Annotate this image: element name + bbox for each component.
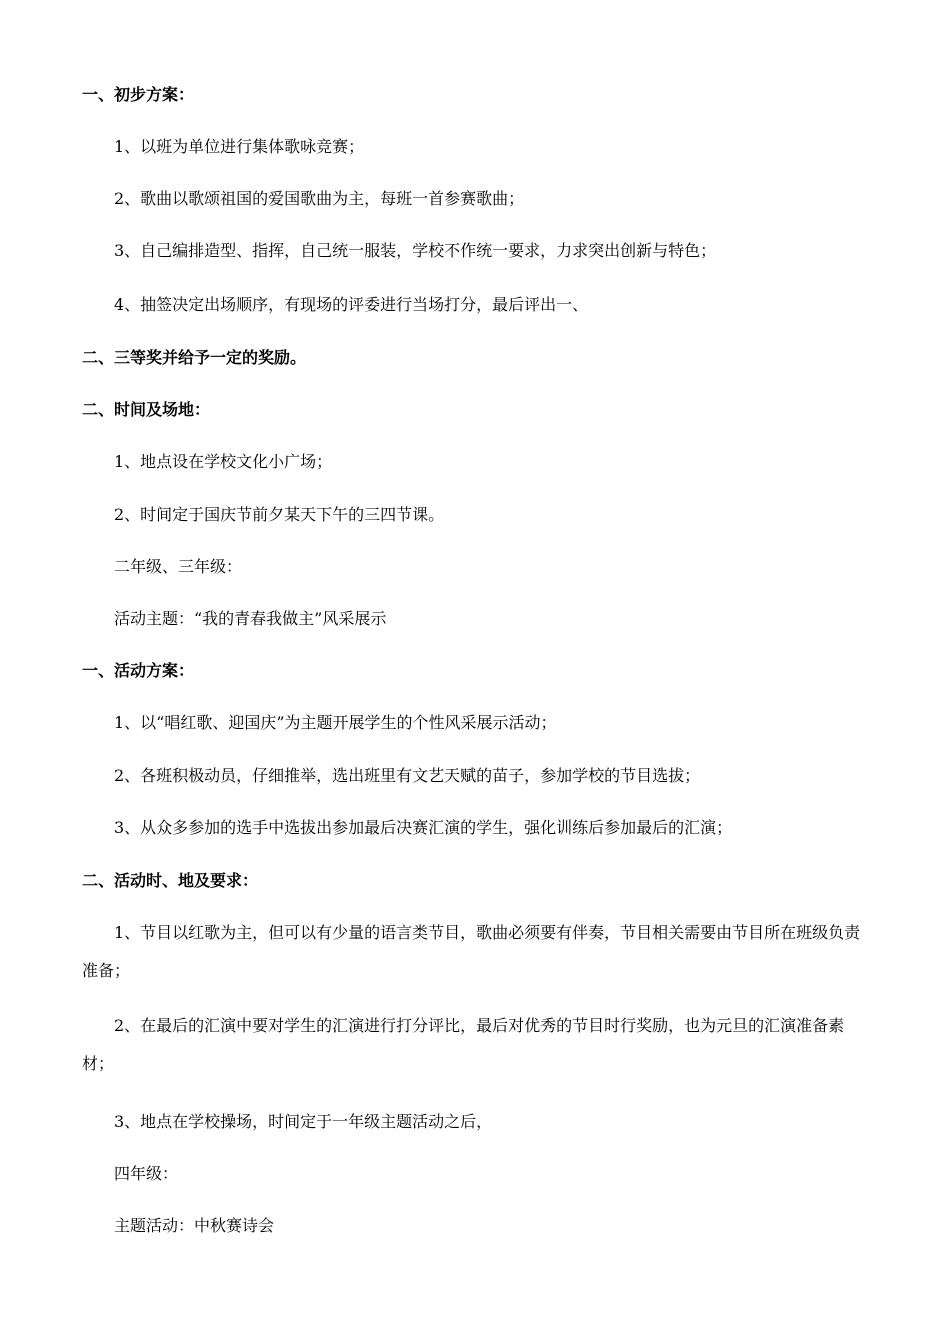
grade-label: 四年级：: [114, 1164, 179, 1183]
paragraph-item: 1、以“唱红歌、迎国庆”为主题开展学生的个性风采展示活动；: [114, 713, 557, 732]
paragraph-item: 3、地点在学校操场，时间定于一年级主题活动之后，: [114, 1112, 493, 1131]
section-heading-awards: 二、三等奖并给予一定的奖励。: [82, 348, 307, 367]
section-heading-initial-plan: 一、初步方案：: [82, 85, 195, 104]
activity-theme: 主题活动：中秋赛诗会: [114, 1216, 275, 1235]
paragraph-item: 1、以班为单位进行集体歌咏竞赛；: [114, 137, 365, 156]
paragraph-item: 1、地点设在学校文化小广场；: [114, 452, 333, 471]
paragraph-item-wrapped: 1、节目以红歌为主，但可以有少量的语言类节目，歌曲必须要有伴奏，节目相关需要由节目所在班级负责准备；: [82, 923, 861, 980]
section-heading-requirements: 二、活动时、地及要求：: [82, 871, 259, 890]
paragraph-item: 3、从众多参加的选手中选拔出参加最后决赛汇演的学生，强化训练后参加最后的汇演；: [114, 818, 733, 837]
paragraph-item-wrapped: 2、在最后的汇演中要对学生的汇演进行打分评比，最后对优秀的节目时行奖励，也为元旦的汇演准备素材；: [82, 1016, 845, 1073]
grade-label: 二年级、三年级：: [114, 557, 243, 576]
paragraph-item: 2、歌曲以歌颂祖国的爱国歌曲为主，每班一首参赛歌曲；: [114, 189, 525, 208]
paragraph-item: 2、时间定于国庆节前夕某天下午的三四节课。: [114, 505, 445, 524]
paragraph-item: 2、各班积极动员，仔细推举，选出班里有文艺天赋的苗子，参加学校的节目选拔；: [114, 766, 701, 785]
section-heading-time-place: 二、时间及场地：: [82, 400, 211, 419]
paragraph-item: 4、抽签决定出场顺序，有现场的评委进行当场打分，最后评出一、: [114, 295, 589, 314]
activity-theme: 活动主题：“我的青春我做主”风采展示: [114, 609, 387, 628]
paragraph-item: 3、自己编排造型、指挥，自己统一服装，学校不作统一要求，力求突出创新与特色；: [114, 241, 717, 260]
section-heading-activity-plan: 一、活动方案：: [82, 661, 195, 680]
